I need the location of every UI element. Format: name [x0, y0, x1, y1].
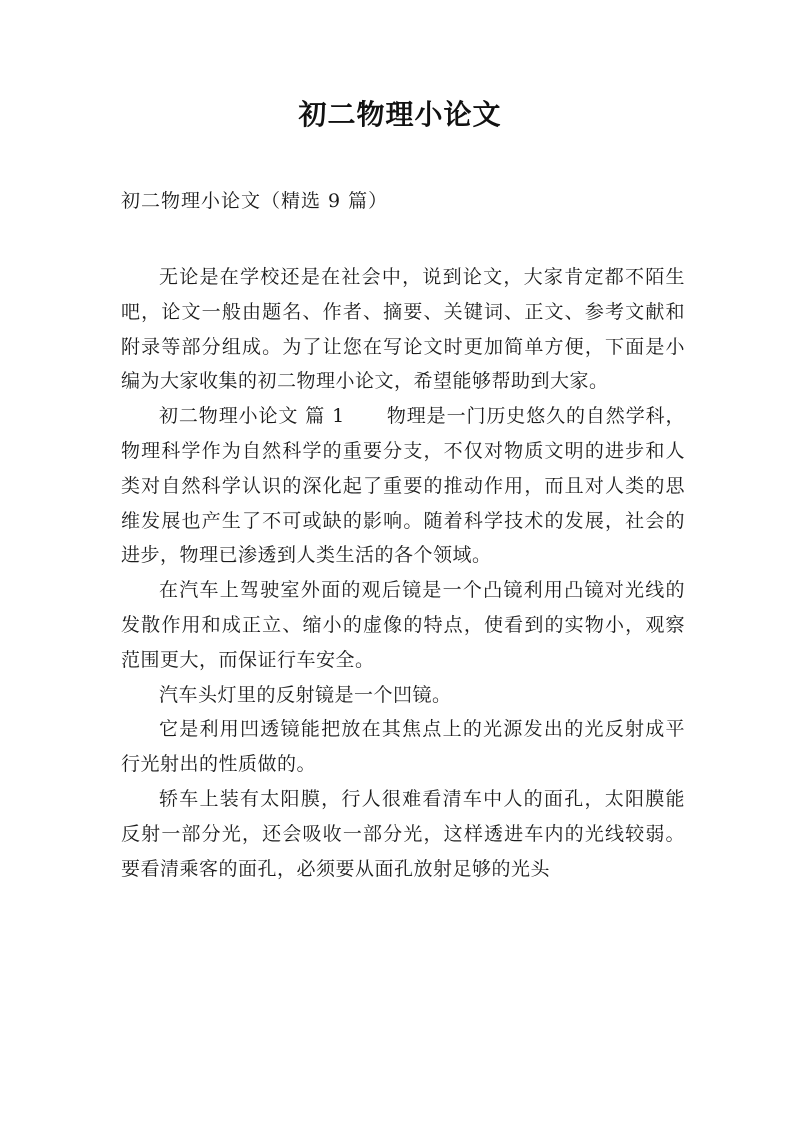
document-body [121, 260, 685, 886]
article-1-heading: 初二物理小论文 篇 1 [159, 405, 345, 428]
body-paragraph: 轿车上装有太阳膜，行人很难看清车中人的面孔，太阳膜能反射一部分光，还会吸收一部分光，这样透进车内的光线较弱。要看清乘客的面孔，必须要从面孔放射足够的光头 [121, 787, 685, 880]
document-title: 初二物理小论文 [298, 98, 502, 131]
document-subtitle: 初二物理小论文（精选 9 篇） [121, 190, 389, 212]
body-paragraph: 汽车头灯里的反射镜是一个凹镜。 [159, 683, 452, 706]
article-1-paragraph [121, 399, 685, 573]
body-paragraph: 在汽车上驾驶室外面的观后镜是一个凸镜利用凸镜对光线的发散作用和成正立、缩小的虚像的特点，使看到的实物小，观察范围更大，而保证行车安全。 [121, 579, 685, 671]
article-1-first-paragraph: 物理是一门历史悠久的自然学科，物理科学作为自然科学的重要分支，不仅对物质文明的进步和人类对自然科学认识的深化起了重要的推动作用，而且对人类的思维发展也产生了不可或缺的影响。随着科学技术的发展，社会的进步，物理已渗透到人类生活的各个领域。 [121, 405, 685, 567]
body-paragraph: 它是利用凹透镜能把放在其焦点上的光源发出的光反射成平行光射出的性质做的。 [121, 718, 685, 776]
intro-paragraph: 无论是在学校还是在社会中，说到论文，大家肯定都不陌生吧，论文一般由题名、作者、摘要、关键词、正文、参考文献和附录等部分组成。为了让您在写论文时更加简单方便，下面是小编为大家收集的初二物理小论文，希望能够帮助到大家。 [121, 266, 685, 393]
